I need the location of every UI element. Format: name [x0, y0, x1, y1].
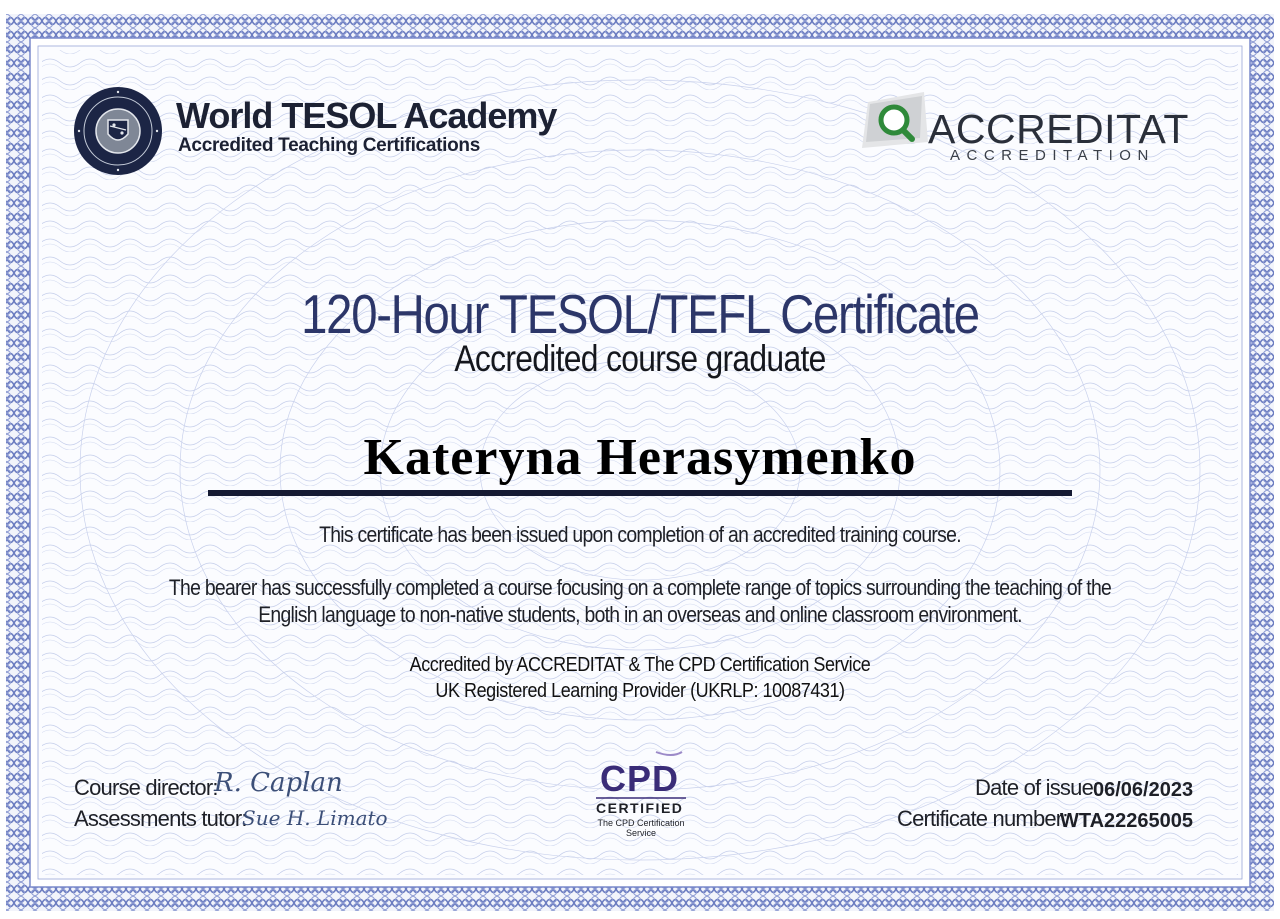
recipient-name: Kateryna Herasymenko: [363, 429, 917, 486]
certificate-title: 120-Hour TESOL/TEFL Certificate: [301, 283, 979, 345]
date-of-issue-label: Date of issue:: [975, 775, 1099, 800]
cpd-mark: CPD: [600, 758, 680, 799]
director-label: Course director:: [74, 775, 218, 800]
name-underline: [208, 490, 1072, 496]
cpd-service-line: The CPD Certification: [597, 818, 685, 828]
academy-seal-icon: [70, 86, 166, 176]
course-description-line: English language to non-native students, both in an overseas and online classroom environment.: [258, 602, 1022, 627]
cpd-badge: [586, 750, 696, 840]
accreditation-line: Accredited by ACCREDITAT & The CPD Certification Service: [409, 654, 871, 676]
certificate-number-label: Certificate number:: [897, 806, 1068, 831]
cpd-service-line: Service: [625, 828, 656, 838]
certificate-number-value: WTA22265005: [1060, 810, 1194, 832]
accreditor-subtitle: ACCREDITATION: [950, 147, 1155, 164]
issuer-tagline: Accredited Teaching Certifications: [178, 135, 480, 156]
tutor-signature: Sue H. Limato: [242, 806, 388, 830]
course-description-line: The bearer has successfully completed a course focusing on a complete range of topics surrounding the teaching of the: [168, 575, 1112, 600]
magnifier-icon: [860, 90, 932, 152]
director-signature: R. Caplan: [214, 768, 343, 798]
issuer-name: World TESOL Academy: [176, 95, 557, 136]
certificate-subtitle: Accredited course graduate: [454, 338, 826, 379]
tutor-label: Assessments tutor:: [74, 806, 247, 831]
date-of-issue-value: 06/06/2023: [1093, 779, 1194, 801]
completion-statement: This certificate has been issued upon completion of an accredited training course.: [319, 522, 961, 547]
cpd-certified: CERTIFIED: [596, 800, 684, 816]
accreditor-name: ACCREDITAT: [928, 106, 1189, 152]
accreditation-line: UK Registered Learning Provider (UKRLP: 10087431): [435, 680, 845, 702]
